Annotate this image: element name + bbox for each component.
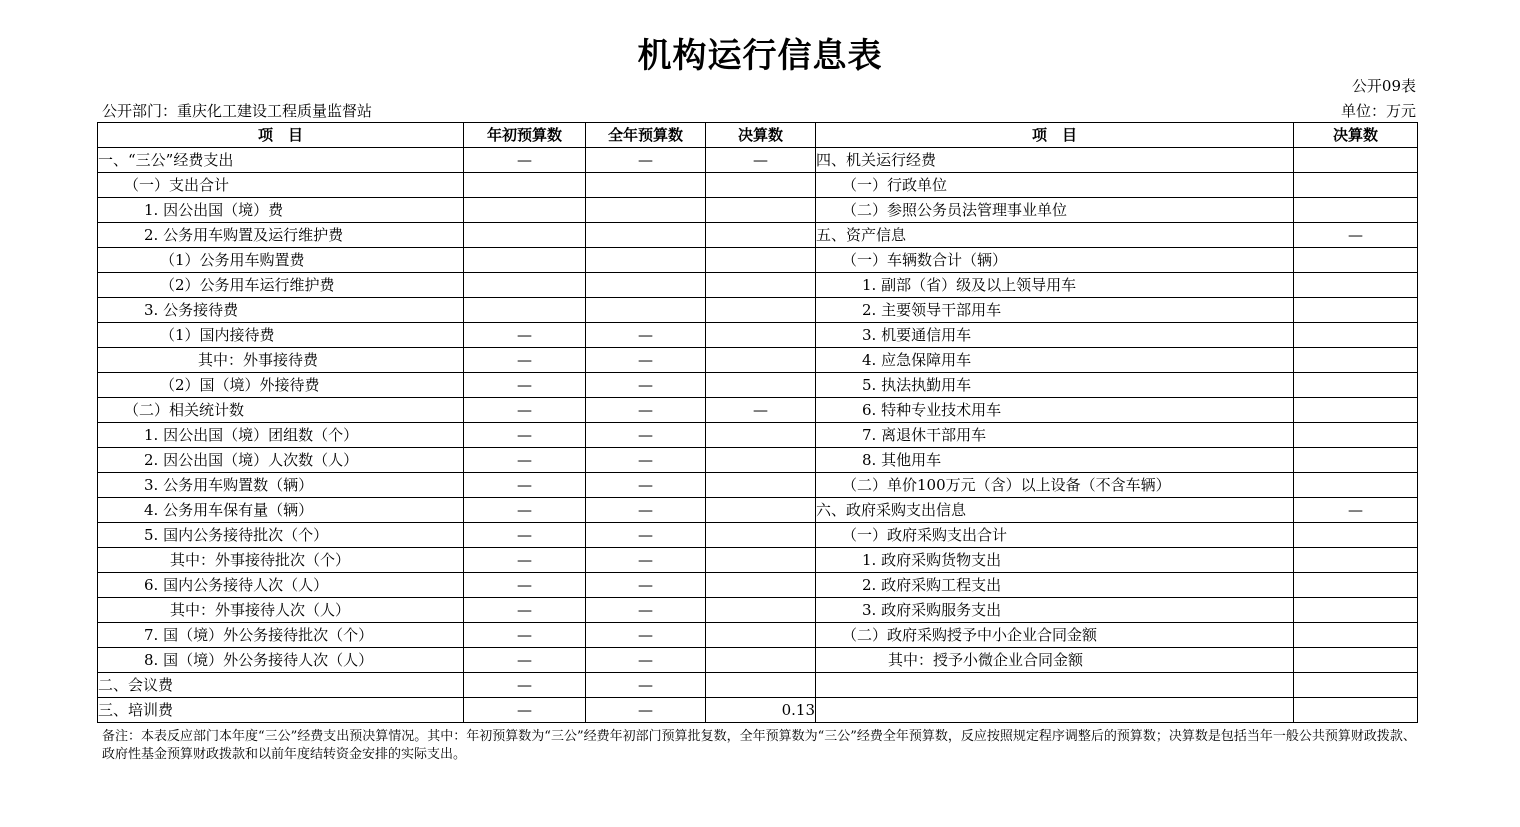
row-initial-budget: — — [464, 573, 586, 598]
table-row — [98, 548, 1418, 573]
row-final — [706, 348, 816, 373]
row-final-right — [1294, 273, 1418, 298]
row-initial-budget: — — [464, 348, 586, 373]
row-right-label: （二）单价100万元（含）以上设备（不含车辆） — [816, 473, 1294, 498]
row-left-label: 6. 国内公务接待人次（人） — [98, 573, 464, 598]
row-initial-budget: — — [464, 498, 586, 523]
table-row — [98, 698, 1418, 723]
header-item-right: 项 目 — [816, 123, 1294, 148]
row-full-budget: — — [586, 398, 706, 423]
row-final: 0.13 — [706, 698, 816, 723]
row-left-label: 其中：外事接待费 — [98, 348, 464, 373]
row-final-right — [1294, 373, 1418, 398]
row-right-label: 1. 政府采购货物支出 — [816, 548, 1294, 573]
table-row — [98, 298, 1418, 323]
row-full-budget — [586, 173, 706, 198]
row-final — [706, 598, 816, 623]
row-right-label: 2. 主要领导干部用车 — [816, 298, 1294, 323]
row-initial-budget — [464, 273, 586, 298]
row-left-label: 二、会议费 — [98, 673, 464, 698]
row-initial-budget: — — [464, 423, 586, 448]
row-initial-budget: — — [464, 673, 586, 698]
row-right-label: （二）参照公务员法管理事业单位 — [816, 198, 1294, 223]
row-right-label: 1. 副部（省）级及以上领导用车 — [816, 273, 1294, 298]
row-left-label: 其中：外事接待人次（人） — [98, 598, 464, 623]
row-full-budget: — — [586, 698, 706, 723]
row-left-label: 8. 国（境）外公务接待人次（人） — [98, 648, 464, 673]
row-final-right — [1294, 573, 1418, 598]
row-final — [706, 423, 816, 448]
row-right-label — [816, 698, 1294, 723]
row-final — [706, 223, 816, 248]
row-final — [706, 323, 816, 348]
info-table — [97, 122, 1418, 723]
row-initial-budget: — — [464, 323, 586, 348]
header-full-budget: 全年预算数 — [586, 123, 706, 148]
row-final-right — [1294, 198, 1418, 223]
row-final — [706, 173, 816, 198]
row-final — [706, 473, 816, 498]
row-full-budget: — — [586, 673, 706, 698]
row-left-label: 2. 公务用车购置及运行维护费 — [98, 223, 464, 248]
row-right-label: 5. 执法执勤用车 — [816, 373, 1294, 398]
row-initial-budget: — — [464, 473, 586, 498]
table-row — [98, 598, 1418, 623]
header-final-right: 决算数 — [1294, 123, 1418, 148]
header-initial-budget: 年初预算数 — [464, 123, 586, 148]
row-final — [706, 273, 816, 298]
row-full-budget: — — [586, 598, 706, 623]
row-full-budget: — — [586, 373, 706, 398]
row-right-label: 4. 应急保障用车 — [816, 348, 1294, 373]
row-final — [706, 573, 816, 598]
row-final-right — [1294, 673, 1418, 698]
row-initial-budget: — — [464, 623, 586, 648]
row-full-budget: — — [586, 448, 706, 473]
row-left-label: 7. 国（境）外公务接待批次（个） — [98, 623, 464, 648]
row-final-right — [1294, 148, 1418, 173]
page-title: 机构运行信息表 — [637, 36, 883, 76]
header-item: 项 目 — [98, 123, 464, 148]
row-left-label: 其中：外事接待批次（个） — [98, 548, 464, 573]
row-final-right — [1294, 598, 1418, 623]
row-final — [706, 673, 816, 698]
row-right-label: 6. 特种专业技术用车 — [816, 398, 1294, 423]
row-full-budget: — — [586, 623, 706, 648]
row-full-budget: — — [586, 523, 706, 548]
row-right-label: 五、资产信息 — [816, 223, 1294, 248]
row-right-label: 3. 机要通信用车 — [816, 323, 1294, 348]
form-number: 公开09表 — [1351, 77, 1416, 95]
row-final — [706, 648, 816, 673]
row-final-right — [1294, 473, 1418, 498]
row-initial-budget: — — [464, 523, 586, 548]
row-initial-budget — [464, 298, 586, 323]
row-final-right — [1294, 648, 1418, 673]
row-left-label: （一）支出合计 — [98, 173, 464, 198]
table-row — [98, 448, 1418, 473]
table-row — [98, 398, 1418, 423]
row-full-budget: — — [586, 548, 706, 573]
table-row — [98, 623, 1418, 648]
header-final: 决算数 — [706, 123, 816, 148]
row-left-label: 3. 公务用车购置数（辆） — [98, 473, 464, 498]
row-final-right — [1294, 398, 1418, 423]
row-final — [706, 623, 816, 648]
footnote: 备注：本表反应部门本年度“三公”经费支出预决算情况。其中：年初预算数为“三公”经费年初部门预算批复数，全年预算数为“三公”经费全年预算数，反应按照规定程序调整后的预算数；决算数是包括当年一般公共预算财政拨款、政府性基金预算财政拨款和以前年度结转资金安排的实际支出。 — [102, 729, 1416, 762]
row-full-budget: — — [586, 348, 706, 373]
row-initial-budget — [464, 173, 586, 198]
table-row — [98, 248, 1418, 273]
table-row — [98, 173, 1418, 198]
row-initial-budget: — — [464, 148, 586, 173]
row-left-label: 2. 因公出国（境）人次数（人） — [98, 448, 464, 473]
table-row — [98, 148, 1418, 173]
row-left-label: 三、培训费 — [98, 698, 464, 723]
row-final-right — [1294, 248, 1418, 273]
table-row — [98, 323, 1418, 348]
row-left-label: 3. 公务接待费 — [98, 298, 464, 323]
row-initial-budget: — — [464, 448, 586, 473]
row-right-label: 其中：授予小微企业合同金额 — [816, 648, 1294, 673]
department-label: 公开部门：重庆化工建设工程质量监督站 — [102, 102, 373, 120]
row-right-label: 2. 政府采购工程支出 — [816, 573, 1294, 598]
row-full-budget: — — [586, 498, 706, 523]
row-right-label — [816, 673, 1294, 698]
row-full-budget — [586, 223, 706, 248]
table-row — [98, 223, 1418, 248]
row-right-label: 四、机关运行经费 — [816, 148, 1294, 173]
row-final-right — [1294, 423, 1418, 448]
row-initial-budget — [464, 248, 586, 273]
row-final — [706, 373, 816, 398]
row-final-right — [1294, 298, 1418, 323]
row-initial-budget: — — [464, 598, 586, 623]
row-final — [706, 198, 816, 223]
table-row — [98, 648, 1418, 673]
row-left-label: 5. 国内公务接待批次（个） — [98, 523, 464, 548]
row-left-label: （1）公务用车购置费 — [98, 248, 464, 273]
row-left-label: 一、“三公”经费支出 — [98, 148, 464, 173]
row-left-label: 1. 因公出国（境）费 — [98, 198, 464, 223]
row-initial-budget — [464, 198, 586, 223]
unit-label: 单位：万元 — [1340, 102, 1416, 120]
row-initial-budget: — — [464, 373, 586, 398]
row-full-budget — [586, 273, 706, 298]
table-row — [98, 423, 1418, 448]
row-final-right — [1294, 698, 1418, 723]
row-final-right: — — [1294, 223, 1418, 248]
row-left-label: （2）公务用车运行维护费 — [98, 273, 464, 298]
row-full-budget — [586, 198, 706, 223]
row-right-label: 六、政府采购支出信息 — [816, 498, 1294, 523]
table-row — [98, 273, 1418, 298]
row-right-label: 7. 离退休干部用车 — [816, 423, 1294, 448]
row-initial-budget: — — [464, 398, 586, 423]
row-final-right — [1294, 173, 1418, 198]
row-final — [706, 523, 816, 548]
row-initial-budget: — — [464, 548, 586, 573]
row-initial-budget — [464, 223, 586, 248]
table-row — [98, 198, 1418, 223]
row-final-right — [1294, 323, 1418, 348]
row-full-budget — [586, 298, 706, 323]
row-final-right — [1294, 523, 1418, 548]
row-left-label: （二）相关统计数 — [98, 398, 464, 423]
table-row — [98, 498, 1418, 523]
row-full-budget: — — [586, 323, 706, 348]
table-row — [98, 473, 1418, 498]
table-row — [98, 673, 1418, 698]
row-final — [706, 498, 816, 523]
row-final — [706, 248, 816, 273]
row-final: — — [706, 148, 816, 173]
row-final-right — [1294, 623, 1418, 648]
table-row — [98, 348, 1418, 373]
row-final — [706, 448, 816, 473]
row-full-budget — [586, 248, 706, 273]
row-right-label: （一）政府采购支出合计 — [816, 523, 1294, 548]
table-row — [98, 573, 1418, 598]
row-left-label: （2）国（境）外接待费 — [98, 373, 464, 398]
row-final: — — [706, 398, 816, 423]
row-right-label: 8. 其他用车 — [816, 448, 1294, 473]
row-left-label: 1. 因公出国（境）团组数（个） — [98, 423, 464, 448]
row-right-label: （一）车辆数合计（辆） — [816, 248, 1294, 273]
row-right-label: （一）行政单位 — [816, 173, 1294, 198]
row-full-budget: — — [586, 423, 706, 448]
table-row — [98, 523, 1418, 548]
table-row — [98, 373, 1418, 398]
row-final-right — [1294, 448, 1418, 473]
row-final-right — [1294, 548, 1418, 573]
table-header-row — [98, 123, 1418, 148]
row-full-budget: — — [586, 573, 706, 598]
row-initial-budget: — — [464, 698, 586, 723]
row-full-budget: — — [586, 148, 706, 173]
row-left-label: 4. 公务用车保有量（辆） — [98, 498, 464, 523]
row-initial-budget: — — [464, 648, 586, 673]
row-full-budget: — — [586, 648, 706, 673]
row-final-right: — — [1294, 498, 1418, 523]
row-right-label: 3. 政府采购服务支出 — [816, 598, 1294, 623]
row-final-right — [1294, 348, 1418, 373]
row-full-budget: — — [586, 473, 706, 498]
row-final — [706, 298, 816, 323]
row-left-label: （1）国内接待费 — [98, 323, 464, 348]
row-right-label: （二）政府采购授予中小企业合同金额 — [816, 623, 1294, 648]
row-final — [706, 548, 816, 573]
